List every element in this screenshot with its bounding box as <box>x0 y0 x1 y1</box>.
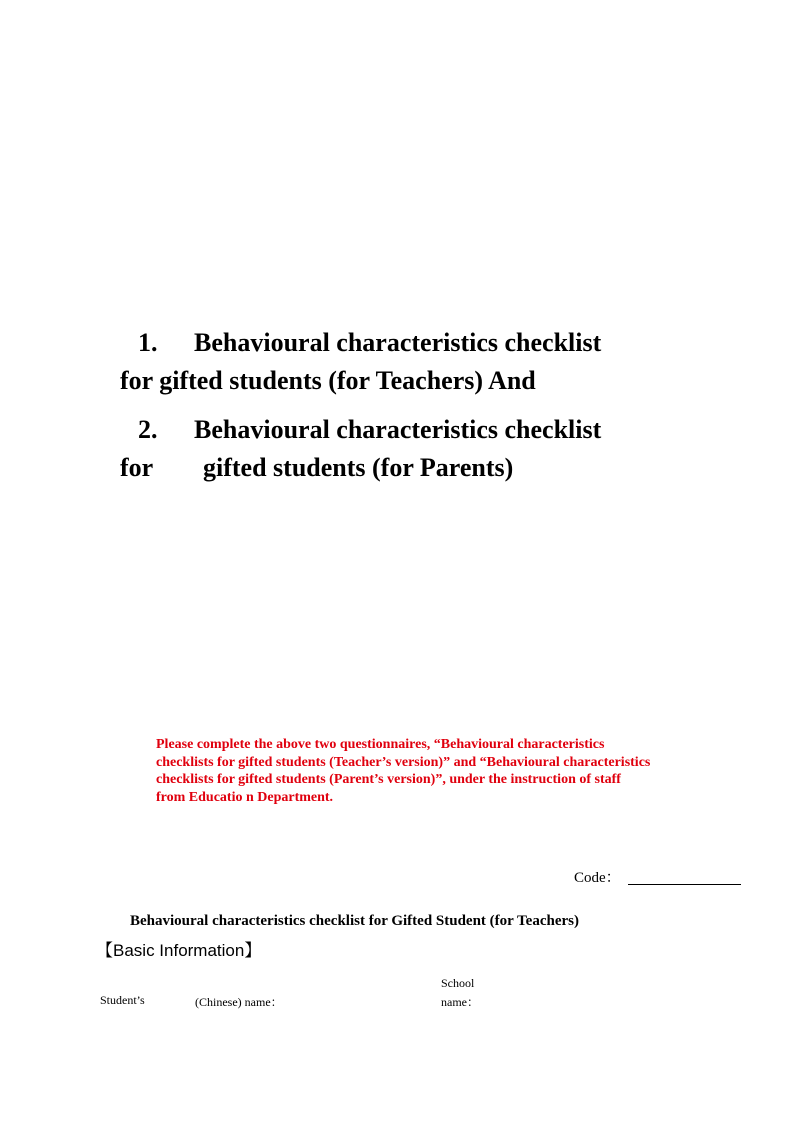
instruction-notice <box>156 736 716 806</box>
item2-title-line2b: gifted students (for Parents) <box>203 453 514 482</box>
item1-title-line2: for gifted students (for Teachers) And <box>120 366 536 395</box>
code-input-line[interactable] <box>628 884 741 885</box>
notice-line: Please complete the above two questionnaires, “Behavioural characteristics <box>156 737 605 752</box>
notice-line: from Educatio n Department. <box>156 789 334 805</box>
item1-title-line1: Behavioural characteristics checklist <box>194 328 602 357</box>
form-title: Behavioural characteristics checklist for Gifted Student (for Teachers) <box>130 913 579 929</box>
student-name-label-a: Student’s <box>100 993 145 1007</box>
student-name-label-b: (Chinese) name： <box>195 995 283 1009</box>
school-name-label-a: School <box>441 976 475 990</box>
notice-line: checklists for gifted students (Parent’s version)”, under the instruction of staff <box>156 772 621 787</box>
item1-number: 1. <box>138 328 158 357</box>
notice-line: checklists for gifted students (Teacher’s version)” and “Behavioural characteristics <box>156 754 651 770</box>
item2-title-line1: Behavioural characteristics checklist <box>194 415 602 444</box>
school-name-label-b: name： <box>441 995 479 1009</box>
code-label: Code： <box>574 870 621 886</box>
item2-number: 2. <box>138 415 158 444</box>
basic-information-heading: 【Basic Information】 <box>96 941 262 960</box>
item2-title-line2a: for <box>120 453 154 482</box>
